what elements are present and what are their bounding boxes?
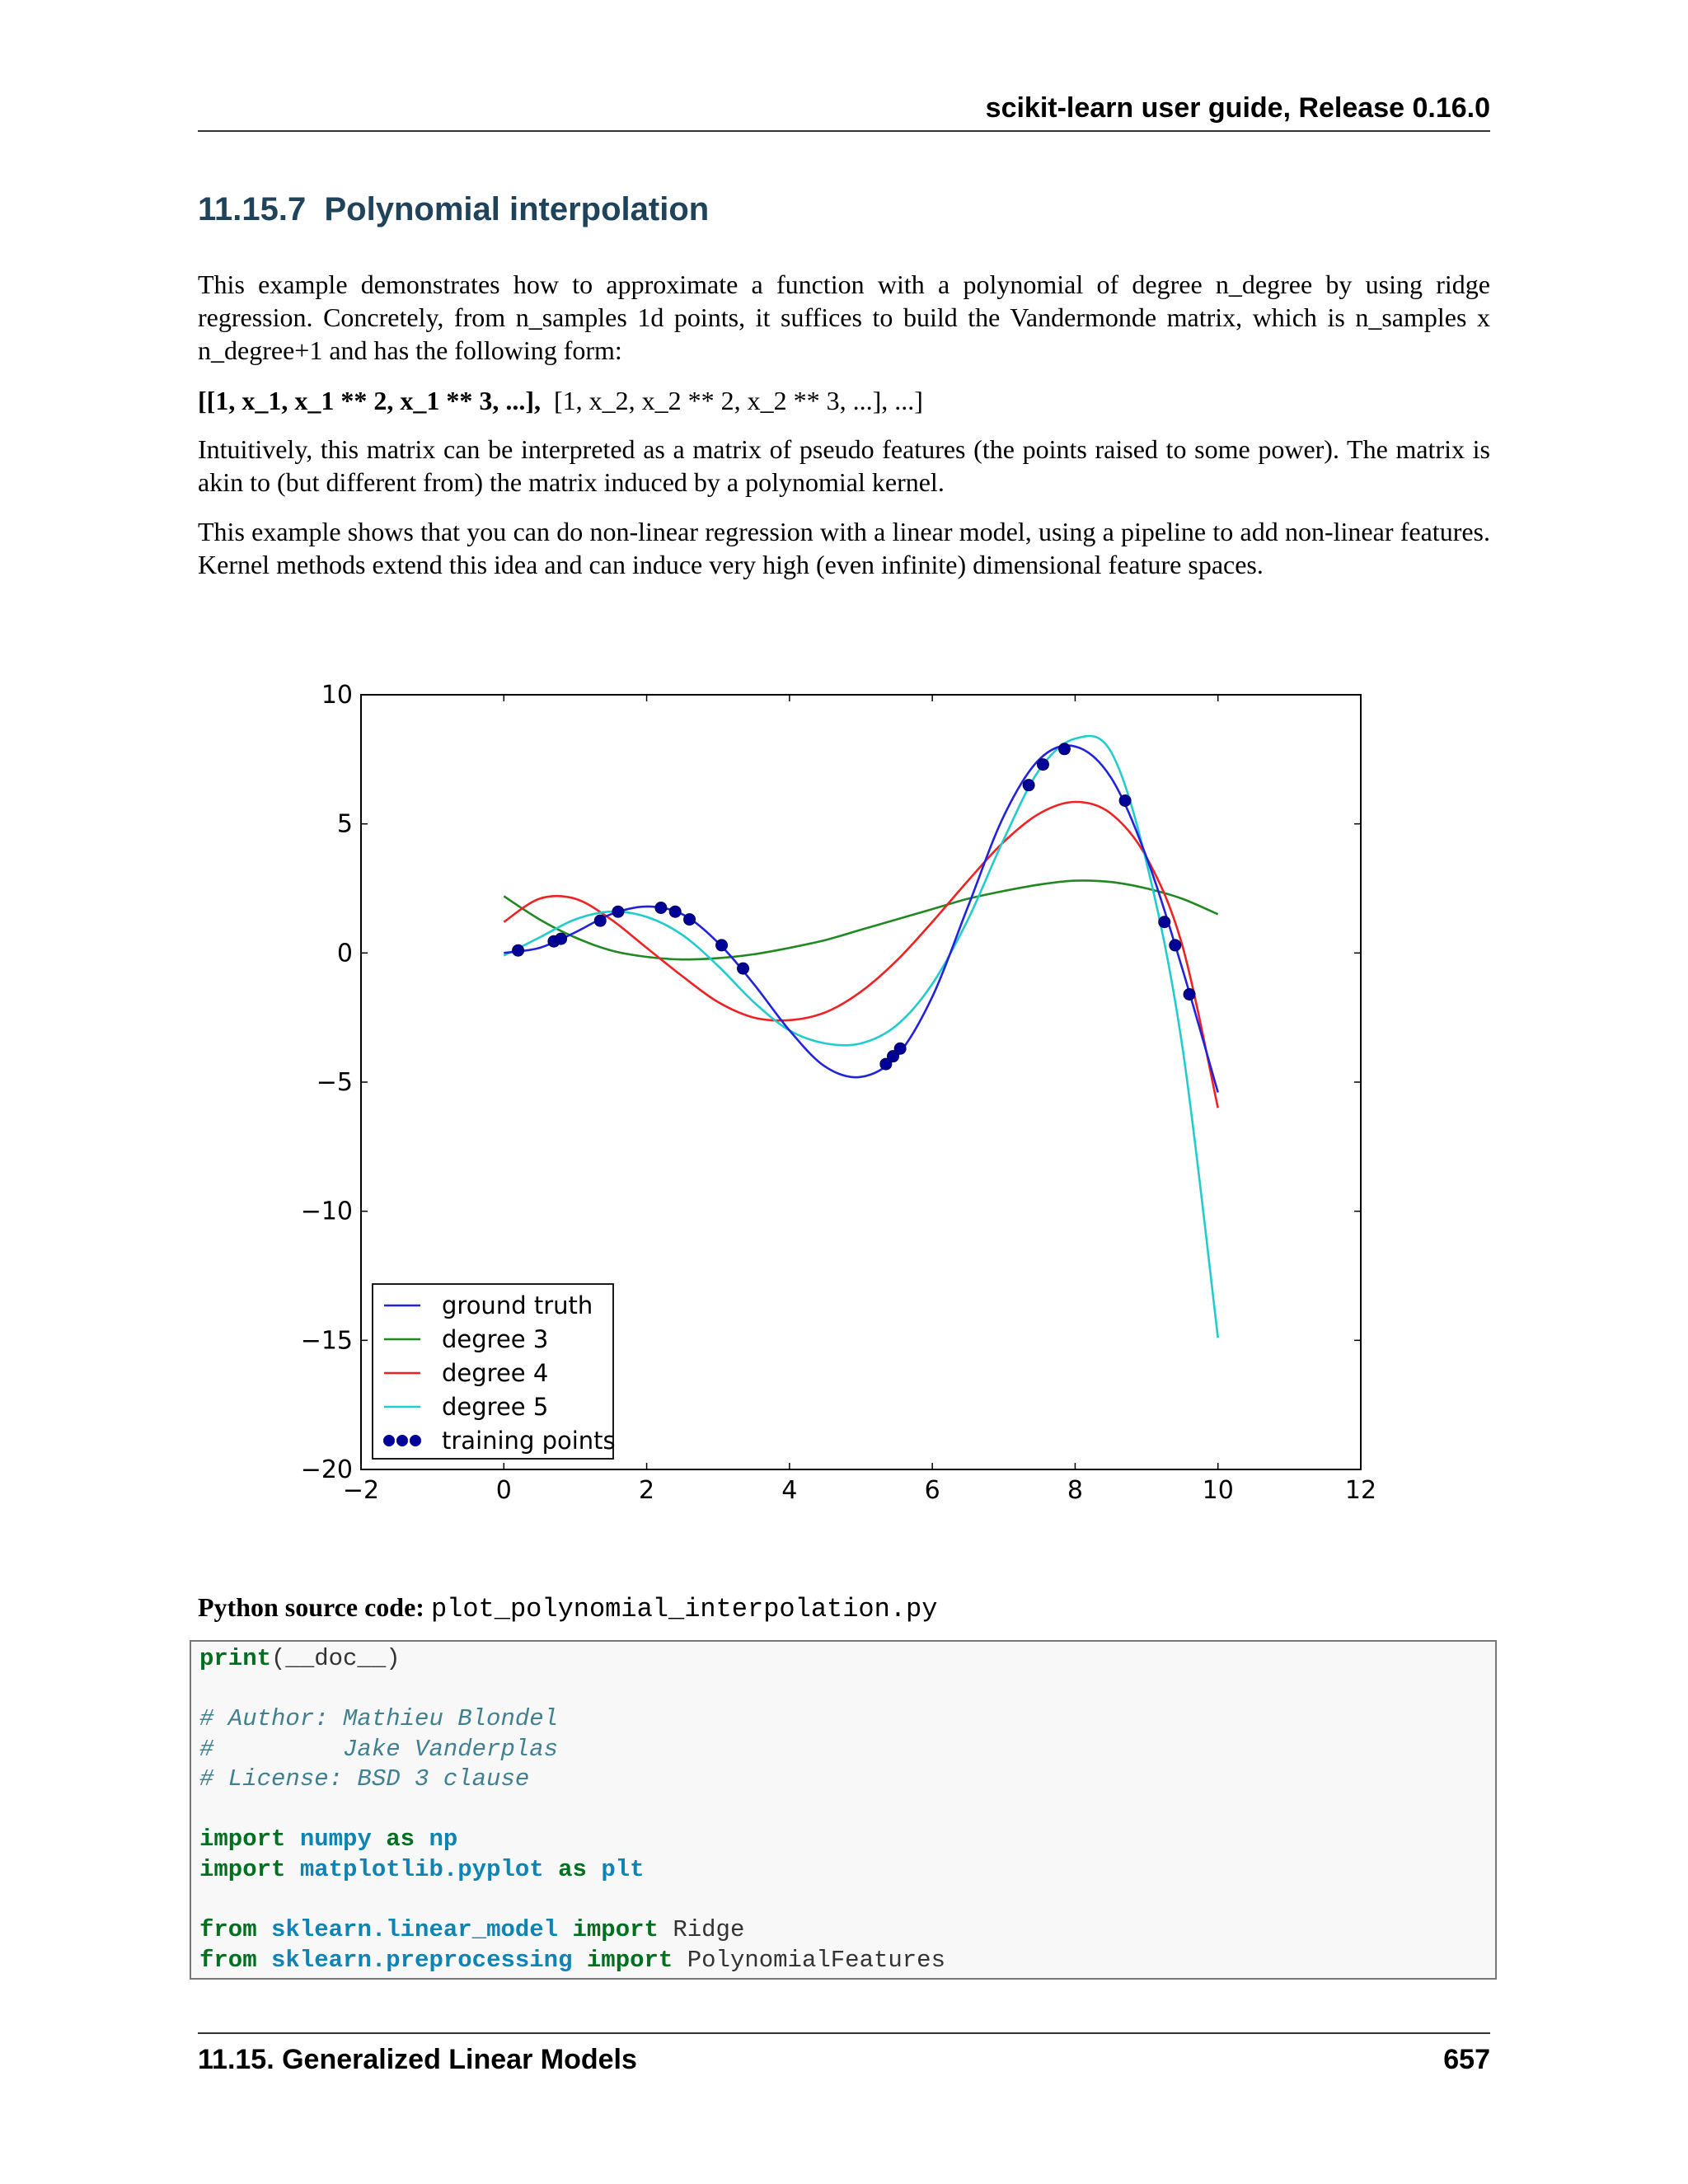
training-point: [669, 906, 681, 917]
training-point: [513, 944, 524, 956]
legend-label-ground-truth: ground truth: [442, 1291, 593, 1319]
legend-label-degree-4: degree 4: [442, 1359, 549, 1387]
y-tick-label: 5: [336, 809, 353, 839]
x-tick-label: 6: [924, 1476, 940, 1505]
legend-label-training-points: training points: [442, 1427, 616, 1455]
code-line-author2: # Jake Vanderplas: [199, 1736, 559, 1763]
legend-marker-training-points: [383, 1435, 395, 1446]
footer-rule: [198, 2032, 1490, 2034]
x-tick-label: 0: [495, 1476, 512, 1505]
code-line-import-pyplot: import matplotlib.pyplot as plt: [199, 1856, 645, 1883]
running-header: scikit-learn user guide, Release 0.16.0: [985, 92, 1490, 124]
code-line-import-ridge: from sklearn.linear_model import Ridge: [199, 1916, 745, 1943]
x-tick-label: 4: [781, 1476, 798, 1505]
x-tick-label: 2: [639, 1476, 655, 1505]
training-point: [1023, 780, 1034, 791]
code-line-1: print(__doc__): [199, 1645, 401, 1672]
code-block: [190, 1640, 1497, 1980]
source-filename-link[interactable]: plot_polynomial_interpolation.py: [430, 1594, 938, 1624]
code-line-author: # Author: Mathieu Blondel: [199, 1705, 559, 1732]
x-tick-label: 10: [1202, 1476, 1234, 1505]
section-number: 11.15.7: [198, 191, 307, 227]
source-code-title: Python source code:: [198, 1592, 424, 1622]
code-line-import-polyfeatures: from sklearn.preprocessing import PolynomialFeatures: [199, 1947, 945, 1974]
source-code-label: [198, 1592, 937, 1624]
training-point: [655, 902, 667, 914]
page-number: 657: [1443, 2044, 1490, 2075]
legend-marker-training-points: [396, 1435, 408, 1446]
y-tick-label: −20: [300, 1455, 353, 1484]
training-point: [1037, 759, 1048, 771]
matrix-first-row: [[1, x_1, x_1 ** 2, x_1 ** 3, ...],: [198, 386, 541, 415]
training-point: [738, 963, 749, 974]
training-point: [556, 933, 567, 944]
y-tick-label: 0: [336, 939, 353, 968]
x-tick-label: 8: [1067, 1476, 1083, 1505]
training-point: [1170, 940, 1181, 951]
training-point: [894, 1043, 906, 1054]
training-point: [716, 940, 728, 951]
x-tick-label: 12: [1344, 1476, 1377, 1505]
paragraph-intro: This example demonstrates how to approximate a function with a polynomial of degree n_degree by using ridge regression. Concretely, from n_samples 1d points, it suffices to build the Vandermonde matrix, which is n_samples x n_degree+1 and has the following form:: [198, 269, 1490, 365]
paragraph-intuition: Intuitively, this matrix can be interpreted as a matrix of pseudo features (the points raised to some power). The matrix is akin to (but different from) the matrix induced by a polynomial kernel.: [198, 434, 1490, 497]
training-point: [1058, 743, 1070, 755]
section-heading: Polynomial interpolation: [324, 191, 710, 227]
y-tick-label: −5: [316, 1068, 353, 1097]
y-tick-label: −15: [300, 1326, 353, 1356]
code-line-import-numpy: import numpy as np: [199, 1825, 458, 1853]
paragraph-pipeline: This example shows that you can do non-linear regression with a linear model, using a pipeline to add non-linear features. Kernel methods extend this idea and can induce very high (even infinite) dimensional feature spaces.: [198, 517, 1490, 579]
training-point: [1159, 916, 1170, 928]
training-point: [594, 915, 606, 926]
legend-marker-training-points: [410, 1435, 421, 1446]
training-point: [612, 906, 624, 917]
matrix-rest: [1, x_2, x_2 ** 2, x_2 ** 3, ...], ...]: [553, 386, 923, 415]
x-tick-label: −2: [342, 1476, 380, 1505]
y-tick-label: 10: [321, 681, 353, 710]
footer-section: 11.15. Generalized Linear Models: [198, 2044, 637, 2075]
training-point: [1119, 794, 1131, 806]
training-point: [684, 914, 696, 926]
legend-label-degree-3: degree 3: [442, 1325, 549, 1353]
y-tick-label: −10: [300, 1197, 353, 1226]
legend-label-degree-5: degree 5: [442, 1393, 549, 1421]
code-line-license: # License: BSD 3 clause: [199, 1765, 530, 1793]
training-point: [1184, 988, 1195, 1000]
